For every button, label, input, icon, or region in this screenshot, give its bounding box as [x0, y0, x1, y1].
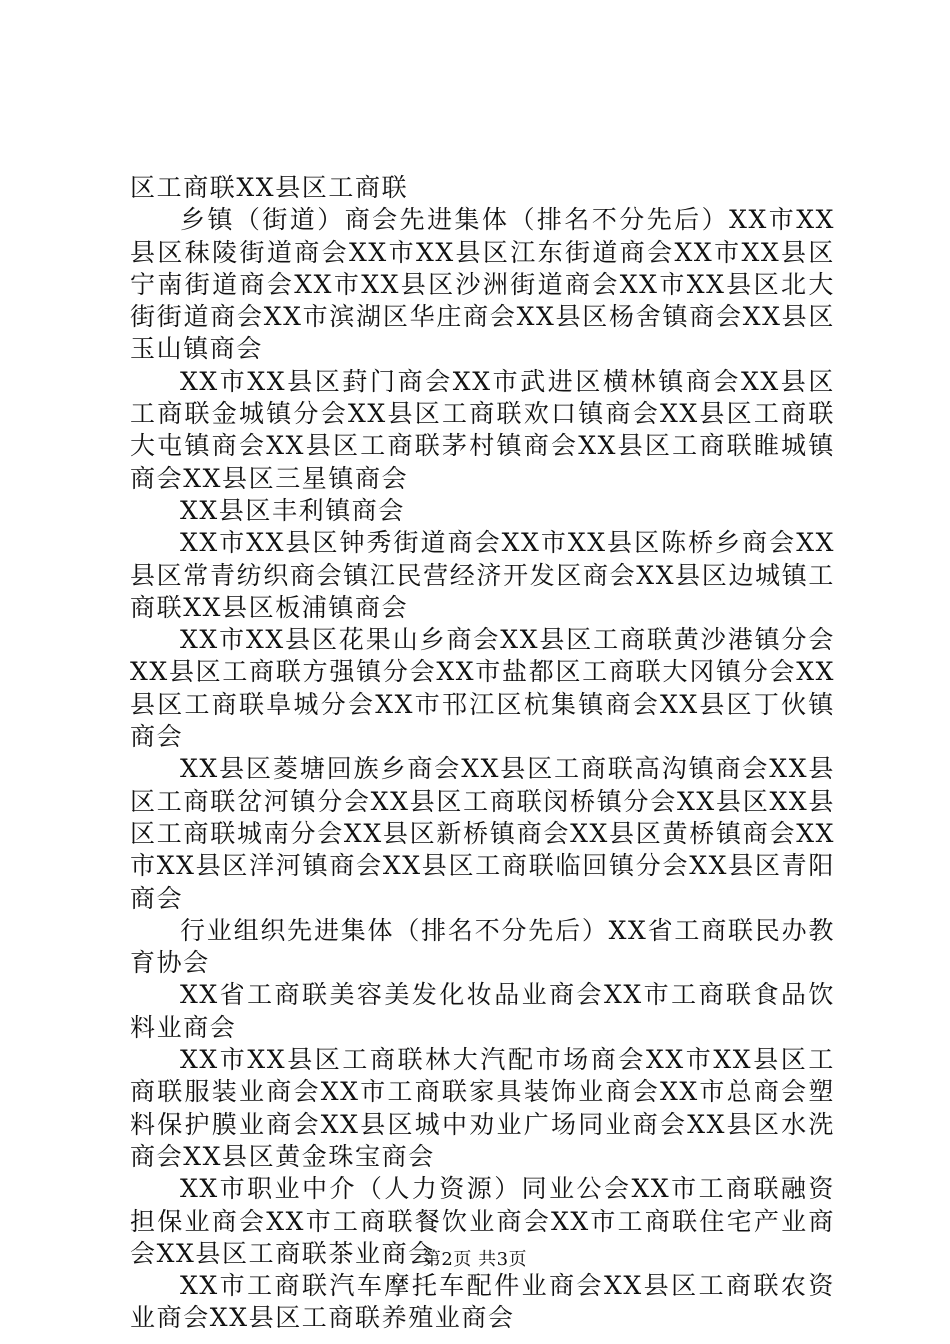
paragraph-industry-orgs-3: XX市XX县区工商联林大汽配市场商会XX市XX县区工商联服装业商会XX市工商联家具装饰业商会XX市总商会塑料保护膜业商会XX县区城中劝业广场同业商会XX县区水洗商会XX县区黄金珠宝商会	[130, 1045, 835, 1171]
paragraph-township-chambers-5: XX市XX县区花果山乡商会XX县区工商联黄沙港镇分会XX县区工商联方强镇分会XX市盐都区工商联大冈镇分会XX县区工商联阜城分会XX市邗江区杭集镇商会XX县区丁伙镇商会	[130, 625, 835, 752]
paragraph-township-chambers-heading: 乡镇（街道）商会先进集体（排名不分先后）XX市XX县区秣陵街道商会XX市XX县区江东街道商会XX市XX县区宁南街道商会XX市XX县区沙洲街道商会XX市XX县区北大街街道商会XX市滨湖区华庄商会XX县区杨舍镇商会XX县区玉山镇商会	[130, 205, 835, 364]
paragraph-industry-orgs-2: XX省工商联美容美发化妆品业商会XX市工商联食品饮料业商会	[130, 980, 835, 1042]
paragraph-township-chambers-2: XX市XX县区葑门商会XX市武进区横林镇商会XX县区工商联金城镇分会XX县区工商联欢口镇商会XX县区工商联大屯镇商会XX县区工商联茅村镇商会XX县区工商联睢城镇商会XX县区三星镇商会	[130, 366, 835, 493]
paragraph-township-chambers-3: XX县区丰利镇商会	[180, 495, 405, 525]
paragraph-industry-orgs-heading: 行业组织先进集体（排名不分先后）XX省工商联民办教育协会	[130, 915, 835, 978]
paragraph-industry-orgs-4: XX市职业中介（人力资源）同业公会XX市工商联融资担保业商会XX市工商联餐饮业商会XX市工商联住宅产业商会XX县区工商联茶业商会	[130, 1174, 835, 1268]
paragraph-continuation: 区工商联XX县区工商联	[130, 173, 409, 202]
paragraph-industry-orgs-5: XX市工商联汽车摩托车配件业商会XX县区工商联农资业商会XX县区工商联养殖业商会	[130, 1271, 835, 1333]
document-body	[130, 172, 835, 1335]
page-number-footer: 第2页 共3页	[422, 1249, 528, 1270]
paragraph-township-chambers-6: XX县区菱塘回族乡商会XX县区工商联高沟镇商会XX县区工商联岔河镇分会XX县区工商联闵桥镇分会XX县区XX县区工商联城南分会XX县区新桥镇商会XX县区黄桥镇商会XX市XX县区洋河镇商会XX县区工商联临回镇分会XX县区青阳商会	[130, 754, 835, 913]
paragraph-township-chambers-4: XX市XX县区钟秀街道商会XX市XX县区陈桥乡商会XX县区常青纺织商会镇江民营经济开发区商会XX县区边城镇工商联XX县区板浦镇商会	[130, 528, 835, 622]
